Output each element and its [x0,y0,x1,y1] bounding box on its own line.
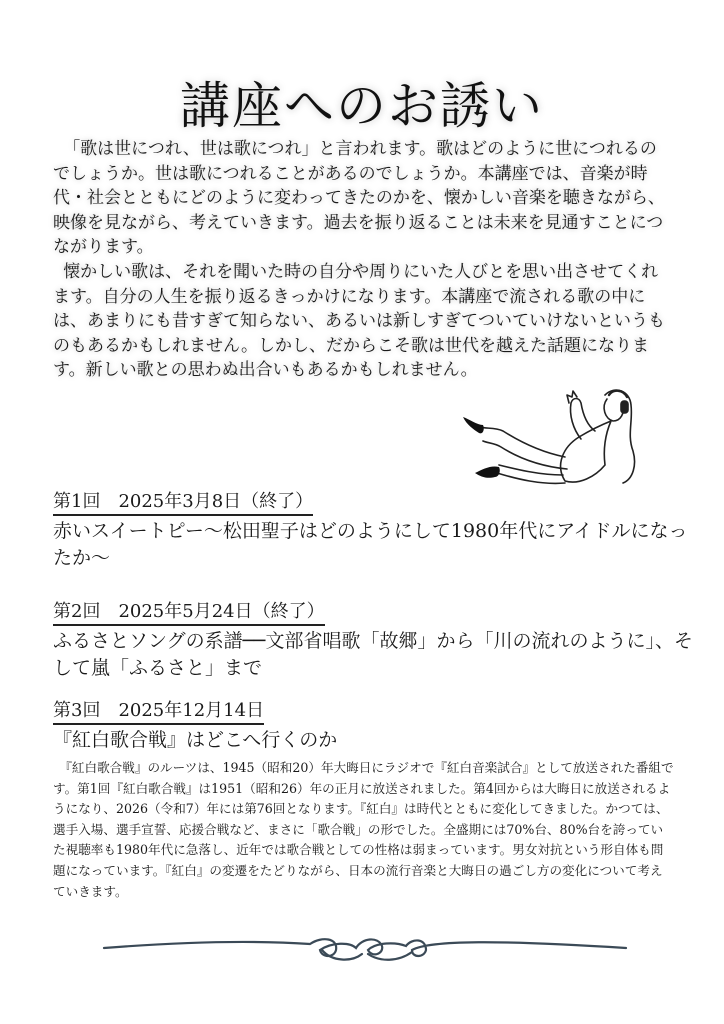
description-paragraph: 『紅白歌合戦』のルーツは、1945（昭和20）年大晦日にラジオで『紅白音楽試合』として放送された番組です。第1回『紅白歌合戦』は1951（昭和26）年の正月に放送されました。第4回からは大晦日に放送されるようになり、2026（令和7）年には第76回となります。『紅白』は時代とともに変化してきました。かつては、選手入場、選手宣誓、応援合戦など、まさに「歌合戦」の形でした。全盛期には70%台、80%台を誇っていた視聴率も1980年代に急落し、近年では歌合戦としての性格は弱まっています。男女対抗という形自体も問題になっています。『紅白』の変遷をたどりながら、日本の流行音楽と大晦日の過ごし方の変化について考えていきます。 [53,760,674,899]
session-topic: 『紅白歌合戦』はどこへ行くのか [53,729,338,751]
session-3 [53,696,693,754]
page-title: 講座へのお誘い [180,77,544,135]
intro-text [53,137,673,383]
session-1 [53,487,693,572]
session-topic: ふるさとソングの系譜──文部省唱歌「故郷」から「川の流れのように」、そして嵐「ふるさと」まで [53,630,693,679]
session-heading: 第3回 2025年12月14日 [53,696,264,725]
session-heading: 第2回 2025年5月24日（終了） [53,597,325,626]
intro-paragraph: 「歌は世につれ、世は歌につれ」と言われます。歌はどのように世につれるのでしょうか。世は歌につれることがあるのでしょうか。本講座では、音楽が時代・社会とともにどのように変わってきたのかを、懐かしい音楽を聴きながら、映像を見ながら、考えていきます。過去を振り返ることは未来を見通すことにつながります。 [53,139,665,258]
session-3-description [53,758,675,902]
flourish-divider-icon [100,928,630,968]
session-2 [53,597,693,682]
reclining-person-headphones-icon [455,385,650,495]
session-heading: 第1回 2025年3月8日（終了） [53,487,313,516]
session-topic: 赤いスイートピー〜松田聖子はどのようにして1980年代にアイドルになったか〜 [53,520,688,569]
intro-paragraph: 懐かしい歌は、それを聞いた時の自分や周りにいた人びとを思い出させてくれます。自分の人生を振り返るきっかけになります。本講座で流される歌の中には、あまりにも昔すぎて知らない、あるいは新しすぎてついていけないというものもあるかもしれません。しかし、だからこそ歌は世代を越えた話題になります。新しい歌との思わぬ出合いもあるかもしれません。 [53,261,665,381]
